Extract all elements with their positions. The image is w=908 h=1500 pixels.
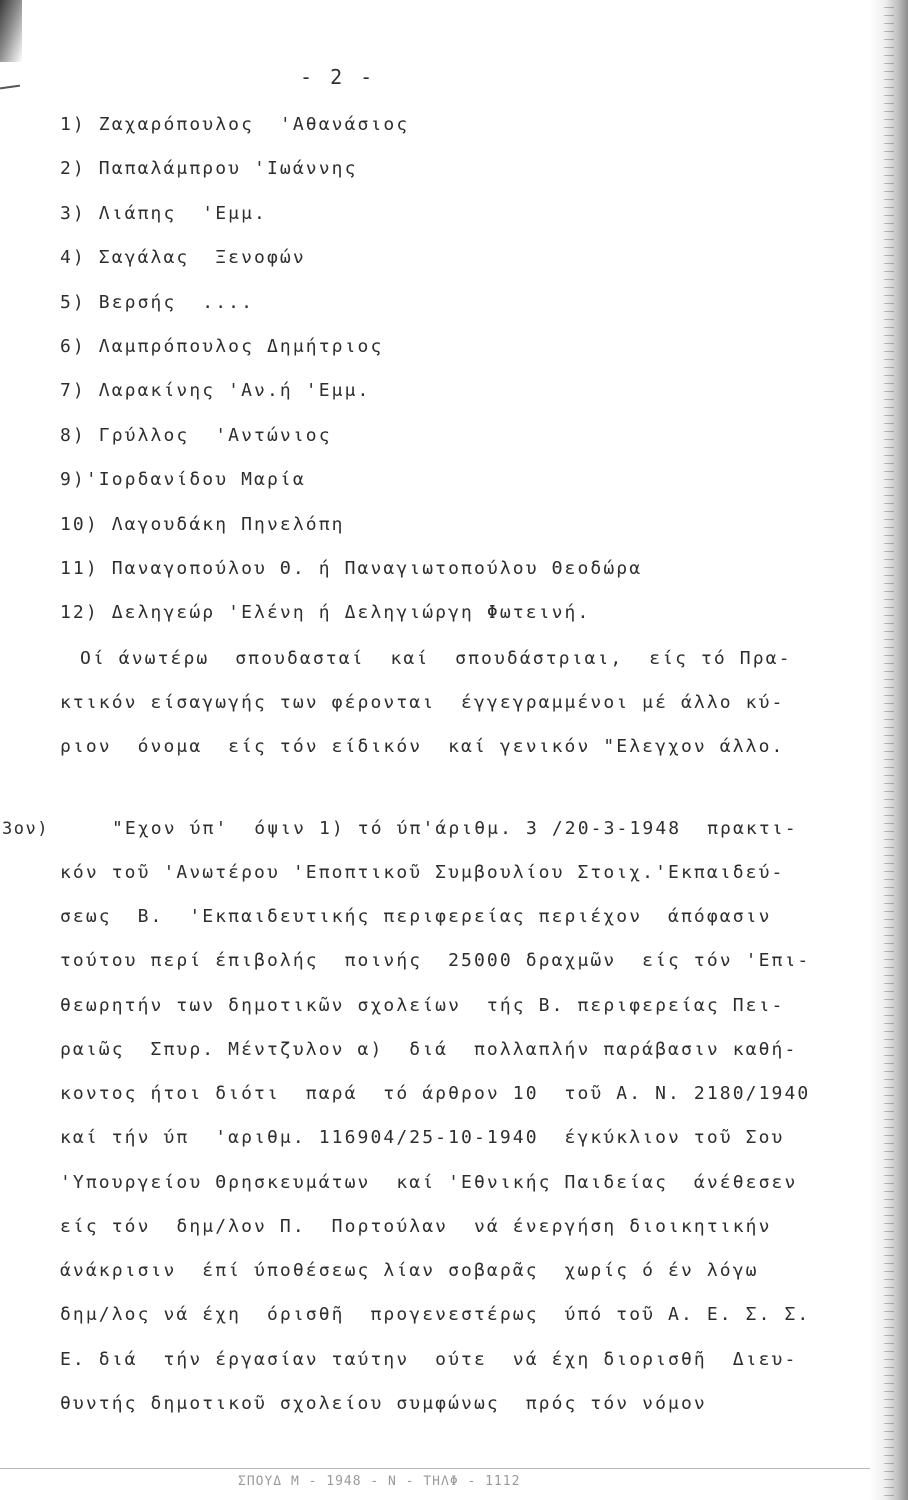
list-item: 8) Γρύλλος 'Αντώνιος xyxy=(60,425,332,446)
paragraph-line: Οί άνωτέρω σπουδασταί καί σπουδάστριαι, είς τό Πρα- xyxy=(80,648,792,669)
paragraph-line: "Εχον ύπ' όψιν 1) τό ύπ'άριθμ. 3 /20-3-1948 πρακτι- xyxy=(112,818,798,839)
page-number: - 2 - xyxy=(300,65,376,89)
paragraph-line: τούτου περί έπιβολής ποινής 25000 δραχμῶν είς τόν 'Επι- xyxy=(60,950,811,971)
section-label: 3ον) xyxy=(2,819,49,839)
paragraph-line: κοντος ήτοι διότι παρά τό άρθρον 10 τοῦ Α. Ν. 2180/1940 xyxy=(60,1083,811,1104)
list-item: 7) Λαρακίνης 'Αν.ή 'Εμμ. xyxy=(60,380,371,401)
margin-mark xyxy=(0,85,20,90)
paragraph-line: άνάκρισιν έπί ύποθέσεως λίαν σοβαρᾶς χωρίς ό έν λόγω xyxy=(60,1260,759,1281)
list-item: 11) Παναγοπούλου Θ. ή Παναγιωτοπούλου Θεοδώρα xyxy=(60,558,643,579)
list-item: 12) Δεληγεώρ 'Ελένη ή Δεληγιώργη Φωτεινή. xyxy=(60,602,591,623)
paragraph-line: θυντής δημοτικοῦ σχολείου συμφώνως πρός τόν νόμον xyxy=(60,1393,707,1414)
paragraph-line: 'Υπουργείου Θρησκευμάτων καί 'Εθνικής Παιδείας άνέθεσεν xyxy=(60,1172,798,1193)
list-item: 9)'Ιορδανίδου Μαρία xyxy=(60,469,306,490)
list-item: 10) Λαγουδάκη Πηνελόπη xyxy=(60,514,345,535)
paragraph-line: καί τήν ύπ 'αριθμ. 116904/25-10-1940 έγκύκλιον τοῦ Σου xyxy=(60,1127,785,1148)
paragraph-line: δημ/λος νά έχη όρισθῆ προγενεστέρως ύπό τοῦ Α. Ε. Σ. Σ. xyxy=(60,1304,811,1325)
list-item: 3) Λιάπης 'Εμμ. xyxy=(60,203,267,224)
paragraph-line: θεωρητήν των δημοτικῶν σχολείων τής Β. περιφερείας Πει- xyxy=(60,995,785,1016)
paragraph-line: είς τόν δημ/λον Π. Πορτούλαν νά ένεργήση διοικητικήν xyxy=(60,1216,772,1237)
list-item: 4) Σαγάλας Ξενοφών xyxy=(60,247,306,268)
paragraph-line: ριον όνομα είς τόν είδικόν καί γενικόν "Ελεγχον άλλο. xyxy=(60,736,785,757)
paragraph-line: Ε. διά τήν έργασίαν ταύτην ούτε νά έχη διορισθῆ Διευ- xyxy=(60,1349,798,1370)
list-item: 6) Λαμπρόπουλος Δημήτριος xyxy=(60,336,384,357)
paragraph-line: κτικόν είσαγωγής των φέρονται έγγεγραμμένοι μέ άλλο κύ- xyxy=(60,692,785,713)
paragraph-line: κόν τοῦ 'Ανωτέρου 'Εποπτικοῦ Συμβουλίου Στοιχ.'Εκπαιδεύ- xyxy=(60,862,785,883)
list-item: 2) Παπαλάμπρου 'Ιωάννης xyxy=(60,158,358,179)
scan-shadow-corner xyxy=(0,0,22,62)
list-item: 1) Ζαχαρόπουλος 'Αθανάσιος xyxy=(60,114,410,135)
paragraph-line: ραιῶς Σπυρ. Μέντζυλον α) διά πολλαπλήν παράβασιν καθή- xyxy=(60,1039,798,1060)
scan-edge-texture xyxy=(884,0,894,1500)
list-item: 5) Βερσής .... xyxy=(60,292,255,313)
footer-stamp: ΣΠΟΥΔ Μ - 1948 - Ν - ΤΗΛΦ - 1112 xyxy=(238,1474,521,1489)
paragraph-line: σεως Β. 'Εκπαιδευτικής περιφερείας περιέχον άπόφασιν xyxy=(60,906,772,927)
footer-rule xyxy=(0,1468,870,1469)
